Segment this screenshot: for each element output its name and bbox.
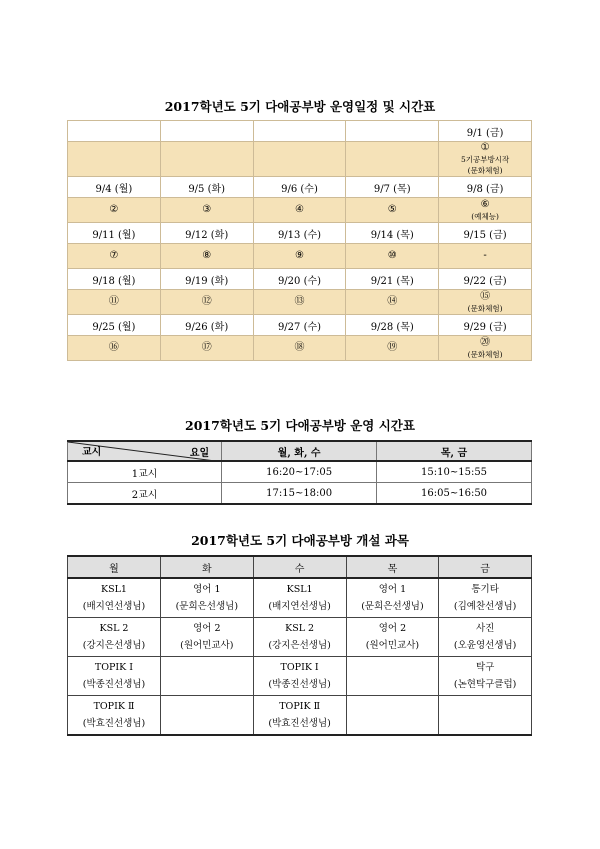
- course-cell: [68, 618, 161, 657]
- timetable-corner-cell: [68, 441, 222, 461]
- schedule-session-cell: [439, 142, 532, 177]
- course-cell: [346, 696, 439, 736]
- course-cell: [160, 578, 253, 618]
- session-number: ⑩: [387, 250, 397, 261]
- course-cell: [160, 618, 253, 657]
- schedule-date-cell: 9/13 (수): [253, 223, 346, 244]
- timetable-table: [67, 440, 532, 505]
- course-subject: 영어 2: [378, 623, 407, 634]
- course-cell: [253, 657, 346, 696]
- schedule-date-row: [68, 121, 532, 142]
- course-subject: 통기타: [471, 584, 499, 595]
- course-subject: KSL1: [101, 584, 127, 595]
- course-teacher: (오윤영선생님): [453, 640, 517, 651]
- course-teacher: (박종진선생님): [82, 679, 146, 690]
- schedule-date-row: [68, 315, 532, 336]
- schedule-date-row: [68, 177, 532, 198]
- course-cell: [253, 696, 346, 736]
- day-header: 월: [68, 556, 161, 578]
- course-teacher: (원어민교사): [365, 640, 420, 651]
- schedule-session-cell: [160, 290, 253, 315]
- schedule-session-row: [68, 142, 532, 177]
- session-number: ②: [109, 204, 119, 215]
- schedule-date-cell: [160, 121, 253, 142]
- schedule-session-cell: [346, 336, 439, 361]
- schedule-session-cell: [439, 244, 532, 269]
- schedule-session-cell: [160, 142, 253, 177]
- schedule-date-cell: 9/7 (목): [346, 177, 439, 198]
- timetable-header-row: [68, 441, 532, 461]
- schedule-session-cell: [346, 244, 439, 269]
- course-cell: [68, 657, 161, 696]
- schedule-date-cell: 9/1 (금): [439, 121, 532, 142]
- day-header: 수: [253, 556, 346, 578]
- schedule-date-cell: 9/5 (화): [160, 177, 253, 198]
- period-label: 2교시: [68, 483, 222, 505]
- day-header: 금: [439, 556, 532, 578]
- course-teacher: (배지연선생님): [82, 601, 146, 612]
- time-cell: 16:05~16:50: [377, 483, 532, 505]
- schedule-session-cell: [346, 290, 439, 315]
- session-number: ⑳: [480, 336, 491, 348]
- course-teacher: (배지연선생님): [268, 601, 331, 612]
- course-subject: TOPIK Ⅱ: [279, 701, 321, 712]
- time-cell: 17:15~18:00: [222, 483, 377, 505]
- courses-row: [68, 657, 532, 696]
- timetable-row: [68, 483, 532, 505]
- schedule-session-cell: [68, 244, 161, 269]
- schedule-session-cell: [253, 142, 346, 177]
- schedule-date-cell: 9/15 (금): [439, 223, 532, 244]
- schedule-session-cell: [160, 198, 253, 223]
- course-teacher: (김예찬선생님): [453, 601, 517, 612]
- course-subject: KSL1: [286, 584, 313, 595]
- session-note: (문화체험): [467, 349, 503, 359]
- course-teacher: (박효진선생님): [268, 718, 331, 729]
- session-number: ③: [202, 204, 212, 215]
- schedule-date-cell: 9/8 (금): [439, 177, 532, 198]
- course-cell: [439, 696, 532, 736]
- timetable-row: [68, 461, 532, 483]
- course-teacher: (논현탁구클럽): [453, 679, 517, 690]
- schedule-session-cell: [253, 244, 346, 269]
- schedule-date-row: [68, 269, 532, 290]
- schedule-session-cell: [346, 142, 439, 177]
- session-number: ⑮: [480, 290, 491, 302]
- session-number: ④: [295, 204, 304, 215]
- course-cell: [160, 657, 253, 696]
- schedule-session-cell: [439, 290, 532, 315]
- course-cell: [253, 578, 346, 618]
- session-number: ①: [480, 142, 490, 153]
- courses-title: 2017학년도 5기 다애공부방 개설 과목: [191, 533, 409, 548]
- courses-row: [68, 696, 532, 736]
- course-teacher: (강지은선생님): [268, 640, 331, 651]
- schedule-session-cell: [160, 336, 253, 361]
- session-number: ⑱: [294, 342, 305, 353]
- schedule-date-cell: 9/21 (목): [346, 269, 439, 290]
- schedule-table: [67, 120, 532, 361]
- course-cell: [68, 696, 161, 736]
- course-subject: 탁구: [475, 662, 495, 673]
- courses-table: [67, 555, 532, 736]
- schedule-session-cell: [253, 290, 346, 315]
- course-cell: [439, 618, 532, 657]
- schedule-date-row: [68, 223, 532, 244]
- session-note: (예체능): [471, 211, 499, 221]
- schedule-date-cell: 9/29 (금): [439, 315, 532, 336]
- time-cell: 16:20~17:05: [222, 461, 377, 483]
- session-note: (문화체험): [467, 166, 503, 175]
- course-teacher: (박효진선생님): [82, 718, 146, 729]
- course-subject: 사진: [475, 623, 495, 634]
- schedule-date-cell: [253, 121, 346, 142]
- course-subject: TOPIK Ⅱ: [93, 701, 135, 712]
- corner-period-label: 교시: [82, 447, 102, 458]
- course-teacher: (박종진선생님): [268, 679, 331, 690]
- courses-header-row: [68, 556, 532, 578]
- schedule-date-cell: 9/6 (수): [253, 177, 346, 198]
- course-subject: 영어 1: [378, 584, 407, 595]
- course-teacher: (원어민교사): [180, 640, 234, 651]
- timetable-col-thu-fri: 목, 금: [377, 441, 532, 461]
- schedule-session-row: [68, 198, 532, 223]
- schedule-date-cell: [68, 121, 161, 142]
- schedule-session-cell: [160, 244, 253, 269]
- schedule-date-cell: 9/4 (월): [68, 177, 161, 198]
- schedule-date-cell: 9/19 (화): [160, 269, 253, 290]
- course-subject: TOPIK Ⅰ: [280, 662, 319, 673]
- schedule-session-cell: [68, 336, 161, 361]
- course-subject: 영어 1: [193, 584, 221, 595]
- timetable-col-mon-tue-wed: 월, 화, 수: [222, 441, 377, 461]
- session-number: ⑨: [295, 250, 304, 261]
- corner-day-label: 요일: [189, 448, 210, 459]
- schedule-date-cell: [346, 121, 439, 142]
- schedule-session-row: [68, 290, 532, 315]
- schedule-session-row: [68, 336, 532, 361]
- schedule-date-cell: 9/18 (월): [68, 269, 161, 290]
- course-subject: KSL 2: [99, 623, 129, 634]
- courses-row: [68, 578, 532, 618]
- day-header: 목: [346, 556, 439, 578]
- session-number: ⑭: [387, 296, 398, 307]
- course-subject: 영어 2: [193, 623, 221, 634]
- course-cell: [346, 618, 439, 657]
- session-note: (문화체험): [467, 303, 503, 313]
- timetable-title: 2017학년도 5기 다애공부방 운영 시간표: [185, 418, 415, 433]
- course-cell: [346, 578, 439, 618]
- course-cell: [253, 618, 346, 657]
- session-number: ⑧: [202, 250, 212, 261]
- session-number: ⑫: [201, 296, 212, 307]
- session-note: 5기공부방시작: [460, 155, 510, 164]
- course-cell: [346, 657, 439, 696]
- schedule-session-cell: [253, 198, 346, 223]
- schedule-date-cell: 9/22 (금): [439, 269, 532, 290]
- session-number: ⑰: [201, 342, 212, 353]
- session-number: ⑤: [387, 204, 397, 215]
- course-teacher: (강지은선생님): [82, 640, 146, 651]
- day-header: 화: [160, 556, 253, 578]
- session-number: ⑪: [108, 296, 119, 307]
- schedule-session-cell: [253, 336, 346, 361]
- schedule-date-cell: 9/25 (월): [68, 315, 161, 336]
- courses-row: [68, 618, 532, 657]
- period-label: 1교시: [68, 461, 222, 483]
- schedule-session-cell: [346, 198, 439, 223]
- session-number: ⑯: [108, 342, 119, 353]
- course-teacher: (문희은선생님): [361, 601, 424, 612]
- schedule-date-cell: 9/20 (수): [253, 269, 346, 290]
- session-number: ⑦: [109, 250, 119, 261]
- course-subject: TOPIK Ⅰ: [94, 662, 134, 673]
- session-number: ⑲: [387, 342, 398, 353]
- schedule-session-cell: [68, 142, 161, 177]
- schedule-date-cell: 9/28 (목): [346, 315, 439, 336]
- schedule-session-cell: [439, 336, 532, 361]
- course-subject: KSL 2: [285, 623, 315, 634]
- schedule-title: 2017학년도 5기 다애공부방 운영일정 및 시간표: [164, 99, 436, 114]
- schedule-date-cell: 9/12 (화): [160, 223, 253, 244]
- course-cell: [160, 696, 253, 736]
- course-cell: [439, 578, 532, 618]
- schedule-date-cell: 9/27 (수): [253, 315, 346, 336]
- course-cell: [439, 657, 532, 696]
- schedule-date-cell: 9/11 (월): [68, 223, 161, 244]
- time-cell: 15:10~15:55: [377, 461, 532, 483]
- course-cell: [68, 578, 161, 618]
- schedule-date-cell: 9/14 (목): [346, 223, 439, 244]
- course-teacher: (문희은선생님): [175, 601, 239, 612]
- schedule-session-cell: [68, 290, 161, 315]
- session-number: -: [483, 250, 487, 261]
- schedule-session-row: [68, 244, 532, 269]
- schedule-session-cell: [439, 198, 532, 223]
- schedule-date-cell: 9/26 (화): [160, 315, 253, 336]
- schedule-session-cell: [68, 198, 161, 223]
- session-number: ⑬: [294, 296, 305, 307]
- session-number: ⑥: [480, 198, 490, 210]
